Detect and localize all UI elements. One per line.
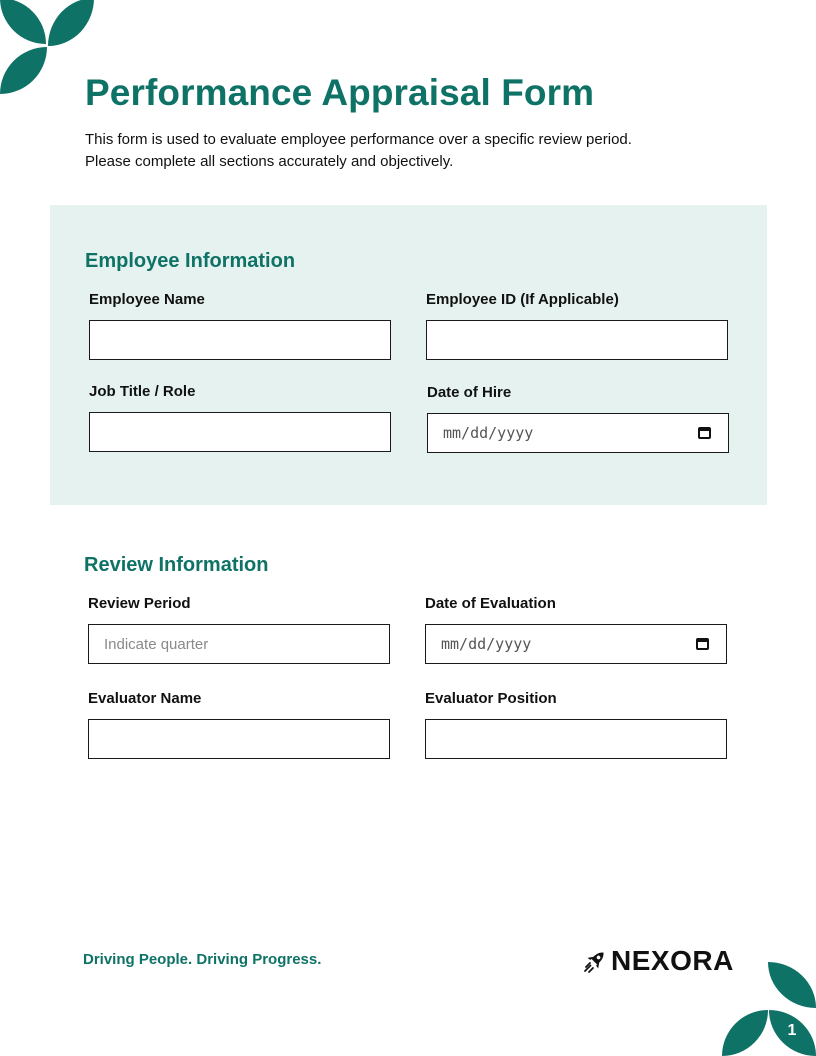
evaluator-position-label: Evaluator Position — [425, 690, 557, 707]
date-of-evaluation-label: Date of Evaluation — [425, 595, 556, 612]
leaf-decoration — [0, 0, 46, 44]
employee-id-label: Employee ID (If Applicable) — [426, 291, 619, 308]
evaluator-position-input[interactable] — [426, 720, 726, 758]
employee-info-heading: Employee Information — [85, 250, 296, 272]
date-of-evaluation-placeholder: mm/dd/yyyy — [441, 635, 532, 653]
evaluator-name-field[interactable] — [88, 719, 390, 759]
job-title-input[interactable] — [90, 413, 390, 451]
evaluator-name-input[interactable] — [89, 720, 389, 758]
page-title: Performance Appraisal Form — [85, 72, 595, 113]
review-period-label: Review Period — [88, 595, 191, 612]
calendar-icon[interactable] — [696, 638, 709, 650]
leaf-decoration — [722, 1010, 768, 1056]
employee-name-input[interactable] — [90, 321, 390, 359]
brand-name: NEXORA — [611, 945, 734, 976]
job-title-field[interactable] — [89, 412, 391, 452]
date-of-hire-placeholder: mm/dd/yyyy — [443, 424, 534, 442]
employee-id-field[interactable] — [426, 320, 728, 360]
evaluator-name-label: Evaluator Name — [88, 690, 202, 707]
page-number: 1 — [787, 1022, 797, 1039]
review-period-field[interactable] — [88, 624, 390, 664]
leaf-decoration — [0, 47, 47, 94]
intro-line: Please complete all sections accurately and objectively. — [85, 152, 454, 170]
employee-name-label: Employee Name — [89, 291, 205, 308]
date-of-evaluation-field[interactable] — [425, 624, 727, 664]
intro-text — [85, 129, 632, 172]
review-info-heading: Review Information — [84, 554, 269, 576]
employee-name-field[interactable] — [89, 320, 391, 360]
leaf-decoration — [48, 0, 94, 46]
review-period-input[interactable] — [89, 625, 389, 663]
evaluator-position-field[interactable] — [425, 719, 727, 759]
brand-logo — [583, 945, 734, 977]
calendar-icon[interactable] — [698, 427, 711, 439]
intro-line: This form is used to evaluate employee performance over a specific review period. — [85, 131, 632, 148]
employee-id-input[interactable] — [427, 321, 727, 359]
date-of-hire-label: Date of Hire — [427, 384, 512, 401]
job-title-label: Job Title / Role — [89, 383, 196, 400]
leaf-decoration — [768, 962, 816, 1008]
date-of-hire-field[interactable] — [427, 413, 729, 453]
footer-tagline: Driving People. Driving Progress. — [83, 951, 322, 968]
rocket-icon — [583, 948, 607, 974]
